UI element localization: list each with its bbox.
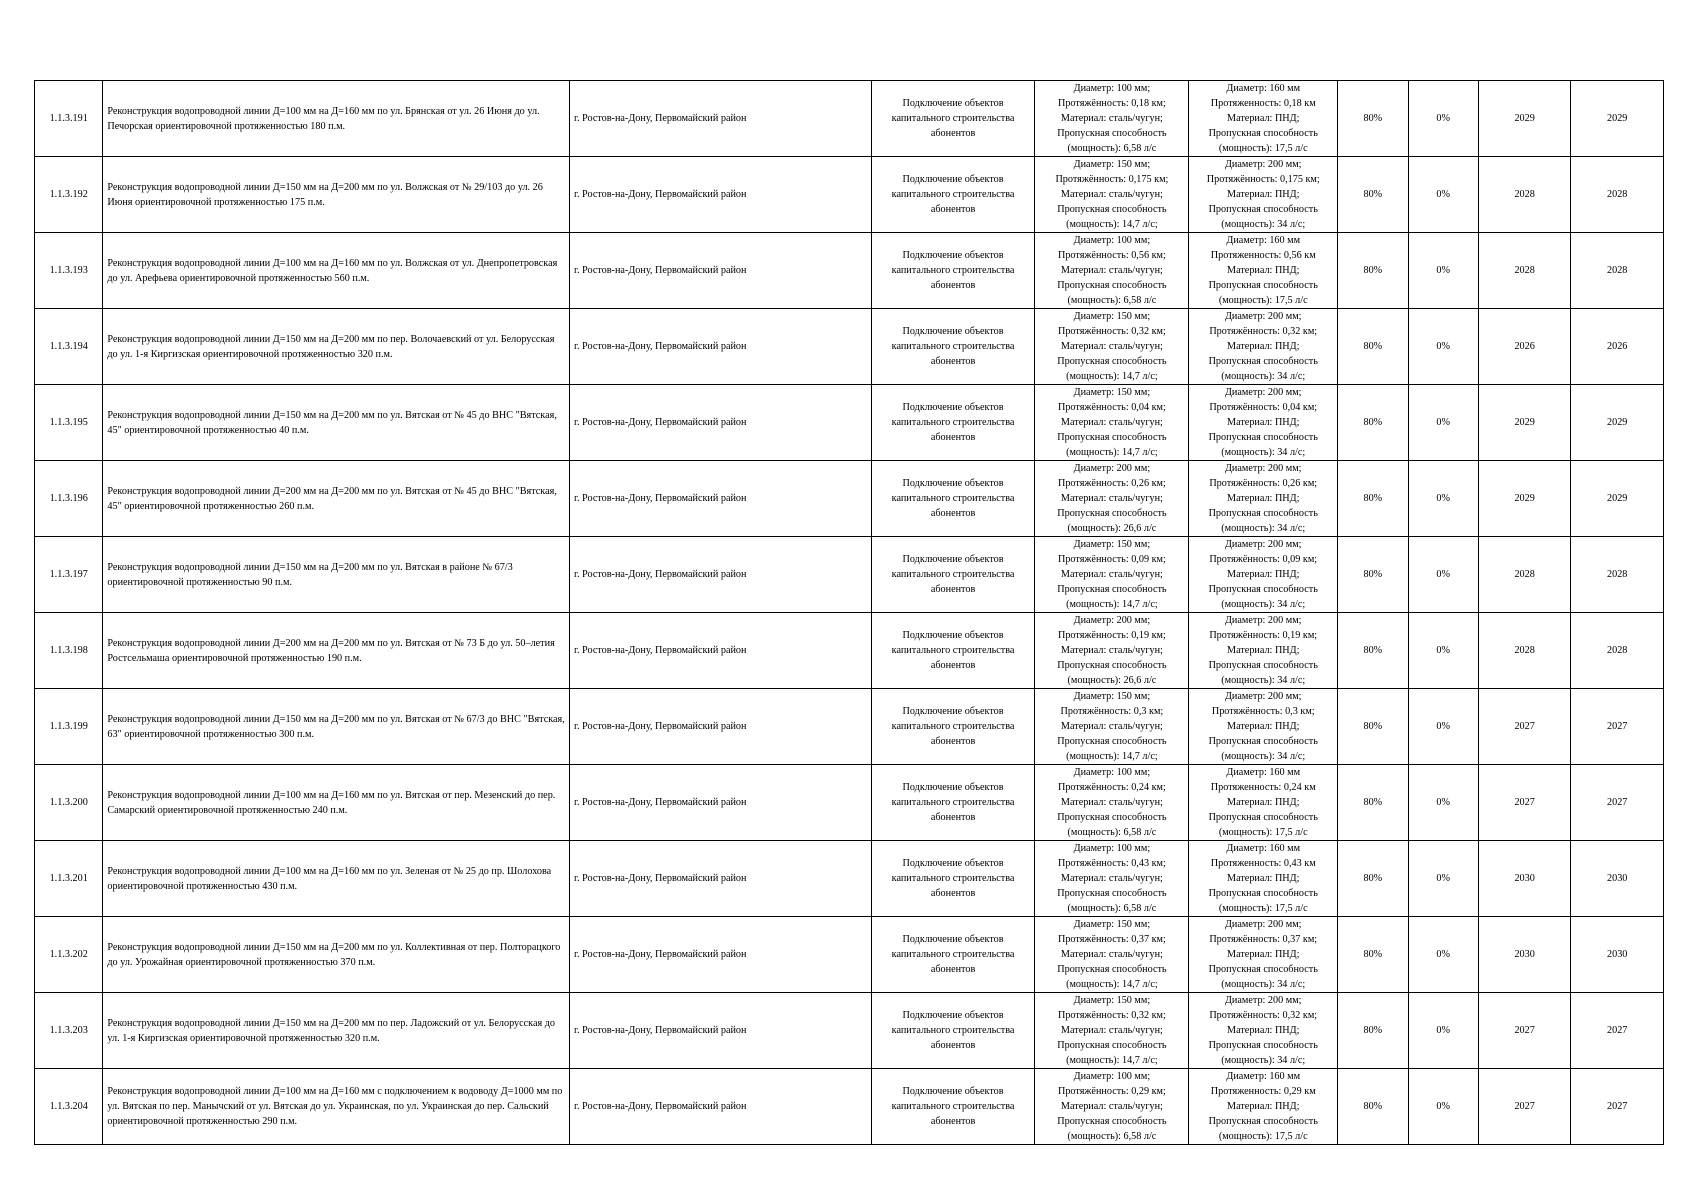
table-row bbox=[35, 537, 1664, 613]
loss-percent: 0% bbox=[1408, 81, 1478, 157]
params-before-line: Пропускная способность bbox=[1057, 812, 1167, 823]
project-name: Реконструкция водопроводной линии Д=150 мм на Д=200 мм по ул. Коллективная от пер. Полторацкого до ул. Урожайная ориентировочной протяженностью 370 п.м. bbox=[103, 917, 570, 993]
row-number: 1.1.3.198 bbox=[35, 613, 103, 689]
params-before-line: Материал: сталь/чугун; bbox=[1060, 1025, 1163, 1036]
params-before-line: (мощность): 6,58 л/с bbox=[1067, 827, 1157, 838]
wear-percent: 80% bbox=[1338, 689, 1408, 765]
params-before-line: (мощность): 6,58 л/с bbox=[1067, 1131, 1157, 1142]
wear-percent: 80% bbox=[1338, 537, 1408, 613]
params-before-line: (мощность): 14,7 л/с; bbox=[1066, 751, 1158, 762]
params-after-line: Протяженность: 0,43 км bbox=[1210, 858, 1316, 869]
project-purpose: Подключение объектов капитального строительства абонентов bbox=[871, 689, 1035, 765]
params-after-line: Диаметр: 200 мм; bbox=[1224, 539, 1302, 550]
params-after-line: (мощность): 34 л/с; bbox=[1221, 979, 1306, 990]
params-before-line: Пропускная способность bbox=[1057, 1116, 1167, 1127]
params-after-line: Пропускная способность bbox=[1208, 356, 1318, 367]
params-after-line: (мощность): 17,5 л/с bbox=[1218, 1131, 1308, 1142]
table-row bbox=[35, 1069, 1664, 1145]
params-after-line: Материал: ПНД; bbox=[1227, 265, 1300, 276]
params-after-line: Протяжённость: 0,175 км; bbox=[1206, 174, 1320, 185]
params-after-line: Пропускная способность bbox=[1208, 888, 1318, 899]
params-before-line: Диаметр: 150 мм; bbox=[1073, 159, 1151, 170]
wear-percent: 80% bbox=[1338, 461, 1408, 537]
project-location: г. Ростов-на-Дону, Первомайский район bbox=[569, 537, 871, 613]
params-after-line: Пропускная способность bbox=[1208, 812, 1318, 823]
params-before-line: Протяжённость: 0,09 км; bbox=[1057, 554, 1166, 565]
start-year: 2030 bbox=[1478, 917, 1571, 993]
end-year: 2028 bbox=[1571, 233, 1664, 309]
project-name: Реконструкция водопроводной линии Д=150 мм на Д=200 мм по пер. Волочаевский от ул. Белорусская до ул. 1-я Киргизская ориентировочной протяженностью 320 п.м. bbox=[103, 309, 570, 385]
row-number: 1.1.3.199 bbox=[35, 689, 103, 765]
params-after-line: Пропускная способность bbox=[1208, 584, 1318, 595]
params-before-line: Пропускная способность bbox=[1057, 888, 1167, 899]
params-before-line: Материал: сталь/чугун; bbox=[1060, 341, 1163, 352]
project-name: Реконструкция водопроводной линии Д=150 мм на Д=200 мм по ул. Вятская от № 45 до ВНС "Вятская, 45" ориентировочной протяженностью 40 п.м. bbox=[103, 385, 570, 461]
table-row bbox=[35, 81, 1664, 157]
params-after-line: Материал: ПНД; bbox=[1227, 113, 1300, 124]
params-before-line: Пропускная способность bbox=[1057, 1040, 1167, 1051]
loss-percent: 0% bbox=[1408, 765, 1478, 841]
loss-percent: 0% bbox=[1408, 537, 1478, 613]
params-before bbox=[1035, 81, 1189, 157]
start-year: 2029 bbox=[1478, 461, 1571, 537]
params-after-line: (мощность): 34 л/с; bbox=[1221, 751, 1306, 762]
params-after bbox=[1189, 537, 1338, 613]
start-year: 2027 bbox=[1478, 689, 1571, 765]
wear-percent: 80% bbox=[1338, 1069, 1408, 1145]
project-name: Реконструкция водопроводной линии Д=150 мм на Д=200 мм по пер. Ладожский от ул. Белорусская до ул. 1-я Киргизская ориентировочной протяженностью 320 п.м. bbox=[103, 993, 570, 1069]
project-purpose: Подключение объектов капитального строительства абонентов bbox=[871, 537, 1035, 613]
row-number: 1.1.3.192 bbox=[35, 157, 103, 233]
params-after-line: Пропускная способность bbox=[1208, 660, 1318, 671]
params-before-line: Диаметр: 100 мм; bbox=[1073, 767, 1151, 778]
row-number: 1.1.3.196 bbox=[35, 461, 103, 537]
table-row bbox=[35, 993, 1664, 1069]
project-purpose: Подключение объектов капитального строительства абонентов bbox=[871, 309, 1035, 385]
params-after-line: Диаметр: 200 мм; bbox=[1224, 311, 1302, 322]
params-after bbox=[1189, 689, 1338, 765]
project-location: г. Ростов-на-Дону, Первомайский район bbox=[569, 841, 871, 917]
wear-percent: 80% bbox=[1338, 81, 1408, 157]
row-number: 1.1.3.203 bbox=[35, 993, 103, 1069]
params-after-line: (мощность): 34 л/с; bbox=[1221, 675, 1306, 686]
end-year: 2027 bbox=[1571, 689, 1664, 765]
params-after-line: Диаметр: 160 мм bbox=[1226, 843, 1301, 854]
wear-percent: 80% bbox=[1338, 841, 1408, 917]
params-before bbox=[1035, 841, 1189, 917]
params-after-line: Пропускная способность bbox=[1208, 128, 1318, 139]
project-location: г. Ростов-на-Дону, Первомайский район bbox=[569, 233, 871, 309]
project-purpose: Подключение объектов капитального строительства абонентов bbox=[871, 917, 1035, 993]
params-after-line: Материал: ПНД; bbox=[1227, 1101, 1300, 1112]
params-after-line: Пропускная способность bbox=[1208, 280, 1318, 291]
wear-percent: 80% bbox=[1338, 613, 1408, 689]
params-after-line: (мощность): 17,5 л/с bbox=[1218, 143, 1308, 154]
params-before-line: Материал: сталь/чугун; bbox=[1060, 417, 1163, 428]
params-after bbox=[1189, 233, 1338, 309]
start-year: 2030 bbox=[1478, 841, 1571, 917]
params-after-line: (мощность): 34 л/с; bbox=[1221, 447, 1306, 458]
params-before-line: Пропускная способность bbox=[1057, 508, 1167, 519]
params-before bbox=[1035, 157, 1189, 233]
params-before-line: Материал: сталь/чугун; bbox=[1060, 265, 1163, 276]
params-before-line: Материал: сталь/чугун; bbox=[1060, 645, 1163, 656]
project-purpose: Подключение объектов капитального строительства абонентов bbox=[871, 81, 1035, 157]
params-after-line: (мощность): 34 л/с; bbox=[1221, 523, 1306, 534]
project-location: г. Ростов-на-Дону, Первомайский район bbox=[569, 917, 871, 993]
params-before-line: Пропускная способность bbox=[1057, 736, 1167, 747]
params-after-line: Протяжённость: 0,37 км; bbox=[1209, 934, 1318, 945]
loss-percent: 0% bbox=[1408, 993, 1478, 1069]
loss-percent: 0% bbox=[1408, 157, 1478, 233]
row-number: 1.1.3.197 bbox=[35, 537, 103, 613]
loss-percent: 0% bbox=[1408, 233, 1478, 309]
project-location: г. Ростов-на-Дону, Первомайский район bbox=[569, 461, 871, 537]
start-year: 2028 bbox=[1478, 233, 1571, 309]
params-before-line: Диаметр: 100 мм; bbox=[1073, 83, 1151, 94]
params-before-line: (мощность): 26,6 л/с bbox=[1067, 523, 1157, 534]
params-before-line: Пропускная способность bbox=[1057, 128, 1167, 139]
params-before-line: Протяжённость: 0,24 км; bbox=[1057, 782, 1166, 793]
params-after-line: Протяжённость: 0,09 км; bbox=[1209, 554, 1318, 565]
params-before bbox=[1035, 233, 1189, 309]
params-after-line: Диаметр: 200 мм; bbox=[1224, 691, 1302, 702]
table-row bbox=[35, 385, 1664, 461]
row-number: 1.1.3.195 bbox=[35, 385, 103, 461]
params-before-line: Диаметр: 100 мм; bbox=[1073, 235, 1151, 246]
table-row bbox=[35, 841, 1664, 917]
start-year: 2029 bbox=[1478, 81, 1571, 157]
project-purpose: Подключение объектов капитального строительства абонентов bbox=[871, 233, 1035, 309]
start-year: 2029 bbox=[1478, 385, 1571, 461]
params-after-line: Материал: ПНД; bbox=[1227, 797, 1300, 808]
params-before-line: (мощность): 14,7 л/с; bbox=[1066, 371, 1158, 382]
params-before bbox=[1035, 765, 1189, 841]
params-before-line: Протяжённость: 0,43 км; bbox=[1057, 858, 1166, 869]
params-after-line: Материал: ПНД; bbox=[1227, 341, 1300, 352]
params-after-line: Пропускная способность bbox=[1208, 1116, 1318, 1127]
end-year: 2028 bbox=[1571, 613, 1664, 689]
wear-percent: 80% bbox=[1338, 917, 1408, 993]
project-name: Реконструкция водопроводной линии Д=150 мм на Д=200 мм по ул. Вятская от № 67/3 до ВНС "Вятская, 63" ориентировочной протяженностью 300 п.м. bbox=[103, 689, 570, 765]
start-year: 2026 bbox=[1478, 309, 1571, 385]
params-before bbox=[1035, 537, 1189, 613]
params-before-line: (мощность): 14,7 л/с; bbox=[1066, 1055, 1158, 1066]
params-before-line: Протяжённость: 0,175 км; bbox=[1055, 174, 1169, 185]
params-after-line: (мощность): 17,5 л/с bbox=[1218, 295, 1308, 306]
project-location: г. Ростов-на-Дону, Первомайский район bbox=[569, 81, 871, 157]
loss-percent: 0% bbox=[1408, 613, 1478, 689]
project-name: Реконструкция водопроводной линии Д=150 мм на Д=200 мм по ул. Вятская в районе № 67/3 ориентировочной протяженностью 90 п.м. bbox=[103, 537, 570, 613]
project-location: г. Ростов-на-Дону, Первомайский район bbox=[569, 993, 871, 1069]
project-location: г. Ростов-на-Дону, Первомайский район bbox=[569, 309, 871, 385]
params-before-line: Диаметр: 150 мм; bbox=[1073, 539, 1151, 550]
project-location: г. Ростов-на-Дону, Первомайский район bbox=[569, 385, 871, 461]
table-row bbox=[35, 157, 1664, 233]
params-after-line: Материал: ПНД; bbox=[1227, 189, 1300, 200]
row-number: 1.1.3.204 bbox=[35, 1069, 103, 1145]
row-number: 1.1.3.200 bbox=[35, 765, 103, 841]
params-after bbox=[1189, 309, 1338, 385]
params-after-line: Материал: ПНД; bbox=[1227, 569, 1300, 580]
params-after-line: Протяжённость: 0,26 км; bbox=[1209, 478, 1318, 489]
project-name: Реконструкция водопроводной линии Д=100 мм на Д=160 мм по ул. Вятская от пер. Мезенский до пер. Самарский ориентировочной протяженностью 240 п.м. bbox=[103, 765, 570, 841]
params-before-line: Протяжённость: 0,19 км; bbox=[1057, 630, 1166, 641]
project-purpose: Подключение объектов капитального строительства абонентов bbox=[871, 613, 1035, 689]
params-before-line: Протяжённость: 0,29 км; bbox=[1057, 1086, 1166, 1097]
params-before-line: Материал: сталь/чугун; bbox=[1060, 493, 1163, 504]
params-after-line: Пропускная способность bbox=[1208, 432, 1318, 443]
params-before-line: (мощность): 6,58 л/с bbox=[1067, 903, 1157, 914]
wear-percent: 80% bbox=[1338, 157, 1408, 233]
params-after-line: Материал: ПНД; bbox=[1227, 417, 1300, 428]
params-before-line: Диаметр: 200 мм; bbox=[1073, 615, 1151, 626]
end-year: 2028 bbox=[1571, 157, 1664, 233]
params-after-line: Протяжённость: 0,3 км; bbox=[1211, 706, 1315, 717]
params-before bbox=[1035, 613, 1189, 689]
params-after bbox=[1189, 993, 1338, 1069]
investment-program-table bbox=[34, 80, 1664, 1145]
params-before-line: Диаметр: 100 мм; bbox=[1073, 1071, 1151, 1082]
project-name: Реконструкция водопроводной линии Д=150 мм на Д=200 мм по ул. Волжская от № 29/103 до ул. 26 Июня ориентировочной протяженностью 175 п.м. bbox=[103, 157, 570, 233]
params-before-line: Пропускная способность bbox=[1057, 356, 1167, 367]
project-name: Реконструкция водопроводной линии Д=200 мм на Д=200 мм по ул. Вятская от № 45 до ВНС "Вятская, 45" ориентировочной протяженностью 260 п.м. bbox=[103, 461, 570, 537]
params-before-line: Протяжённость: 0,37 км; bbox=[1057, 934, 1166, 945]
start-year: 2027 bbox=[1478, 765, 1571, 841]
row-number: 1.1.3.202 bbox=[35, 917, 103, 993]
params-before-line: (мощность): 6,58 л/с bbox=[1067, 143, 1157, 154]
project-name: Реконструкция водопроводной линии Д=100 мм на Д=160 мм по ул. Брянская от ул. 26 Июня до ул. Печорская ориентировочной протяженностью 180 п.м. bbox=[103, 81, 570, 157]
loss-percent: 0% bbox=[1408, 309, 1478, 385]
document-page bbox=[34, 80, 1664, 1145]
project-purpose: Подключение объектов капитального строительства абонентов bbox=[871, 765, 1035, 841]
end-year: 2026 bbox=[1571, 309, 1664, 385]
params-after bbox=[1189, 81, 1338, 157]
params-before-line: (мощность): 26,6 л/с bbox=[1067, 675, 1157, 686]
params-after-line: Материал: ПНД; bbox=[1227, 721, 1300, 732]
project-purpose: Подключение объектов капитального строительства абонентов bbox=[871, 461, 1035, 537]
params-after-line: Протяжённость: 0,32 км; bbox=[1209, 326, 1318, 337]
params-after-line: Пропускная способность bbox=[1208, 964, 1318, 975]
params-after-line: Диаметр: 160 мм bbox=[1226, 1071, 1301, 1082]
params-after-line: Диаметр: 200 мм; bbox=[1224, 995, 1302, 1006]
start-year: 2028 bbox=[1478, 537, 1571, 613]
params-after-line: Протяжённость: 0,32 км; bbox=[1209, 1010, 1318, 1021]
params-before-line: Протяжённость: 0,32 км; bbox=[1057, 1010, 1166, 1021]
params-before bbox=[1035, 461, 1189, 537]
params-after-line: (мощность): 17,5 л/с bbox=[1218, 827, 1308, 838]
params-after-line: Диаметр: 200 мм; bbox=[1224, 463, 1302, 474]
params-before-line: Протяжённость: 0,32 км; bbox=[1057, 326, 1166, 337]
row-number: 1.1.3.201 bbox=[35, 841, 103, 917]
params-after-line: (мощность): 34 л/с; bbox=[1221, 599, 1306, 610]
params-before-line: Материал: сталь/чугун; bbox=[1060, 721, 1163, 732]
end-year: 2027 bbox=[1571, 1069, 1664, 1145]
params-after bbox=[1189, 917, 1338, 993]
params-before-line: (мощность): 14,7 л/с; bbox=[1066, 447, 1158, 458]
params-before-line: Диаметр: 150 мм; bbox=[1073, 995, 1151, 1006]
params-before-line: (мощность): 14,7 л/с; bbox=[1066, 219, 1158, 230]
start-year: 2027 bbox=[1478, 1069, 1571, 1145]
params-after-line: Диаметр: 160 мм bbox=[1226, 83, 1301, 94]
wear-percent: 80% bbox=[1338, 765, 1408, 841]
params-before-line: Материал: сталь/чугун; bbox=[1060, 113, 1163, 124]
params-before-line: (мощность): 14,7 л/с; bbox=[1066, 599, 1158, 610]
project-name: Реконструкция водопроводной линии Д=100 мм на Д=160 мм по ул. Зеленая от № 25 до пр. Шолохова ориентировочной протяженностью 430 п.м. bbox=[103, 841, 570, 917]
params-after-line: Диаметр: 160 мм bbox=[1226, 235, 1301, 246]
params-after-line: Пропускная способность bbox=[1208, 204, 1318, 215]
params-after-line: Протяженность: 0,29 км bbox=[1210, 1086, 1316, 1097]
params-after bbox=[1189, 765, 1338, 841]
params-before-line: Диаметр: 100 мм; bbox=[1073, 843, 1151, 854]
params-before-line: (мощность): 14,7 л/с; bbox=[1066, 979, 1158, 990]
project-location: г. Ростов-на-Дону, Первомайский район bbox=[569, 689, 871, 765]
params-before bbox=[1035, 689, 1189, 765]
params-after-line: Диаметр: 200 мм; bbox=[1224, 159, 1302, 170]
params-before-line: Материал: сталь/чугун; bbox=[1060, 1101, 1163, 1112]
project-name: Реконструкция водопроводной линии Д=100 мм на Д=160 мм по ул. Волжская от ул. Днепропетровская до ул. Арефьева ориентировочной протяженностью 560 п.м. bbox=[103, 233, 570, 309]
row-number: 1.1.3.193 bbox=[35, 233, 103, 309]
params-after-line: Пропускная способность bbox=[1208, 508, 1318, 519]
project-purpose: Подключение объектов капитального строительства абонентов bbox=[871, 157, 1035, 233]
loss-percent: 0% bbox=[1408, 917, 1478, 993]
start-year: 2027 bbox=[1478, 993, 1571, 1069]
table-row bbox=[35, 613, 1664, 689]
loss-percent: 0% bbox=[1408, 1069, 1478, 1145]
params-before-line: Пропускная способность bbox=[1057, 584, 1167, 595]
params-before bbox=[1035, 1069, 1189, 1145]
params-before-line: Материал: сталь/чугун; bbox=[1060, 569, 1163, 580]
params-before-line: Пропускная способность bbox=[1057, 660, 1167, 671]
loss-percent: 0% bbox=[1408, 689, 1478, 765]
table-row bbox=[35, 765, 1664, 841]
params-before-line: Материал: сталь/чугун; bbox=[1060, 873, 1163, 884]
project-purpose: Подключение объектов капитального строительства абонентов bbox=[871, 385, 1035, 461]
params-after-line: Пропускная способность bbox=[1208, 1040, 1318, 1051]
params-after-line: Диаметр: 200 мм; bbox=[1224, 387, 1302, 398]
params-after bbox=[1189, 461, 1338, 537]
project-location: г. Ростов-на-Дону, Первомайский район bbox=[569, 157, 871, 233]
params-before-line: Материал: сталь/чугун; bbox=[1060, 797, 1163, 808]
params-after-line: Материал: ПНД; bbox=[1227, 949, 1300, 960]
table-row bbox=[35, 689, 1664, 765]
project-name: Реконструкция водопроводной линии Д=100 мм на Д=160 мм с подключением к водоводу Д=1000 мм по ул. Вятская по пер. Манычский от ул. Вятская до ул. Украинская, по ул. Украинская до пер. Сальский ориентировочной протяженностью 290 п.м. bbox=[103, 1069, 570, 1145]
params-after bbox=[1189, 613, 1338, 689]
params-before-line: Пропускная способность bbox=[1057, 204, 1167, 215]
params-after-line: (мощность): 34 л/с; bbox=[1221, 219, 1306, 230]
wear-percent: 80% bbox=[1338, 385, 1408, 461]
end-year: 2027 bbox=[1571, 765, 1664, 841]
params-after-line: (мощность): 34 л/с; bbox=[1221, 371, 1306, 382]
loss-percent: 0% bbox=[1408, 461, 1478, 537]
wear-percent: 80% bbox=[1338, 993, 1408, 1069]
params-after-line: Диаметр: 160 мм bbox=[1226, 767, 1301, 778]
start-year: 2028 bbox=[1478, 157, 1571, 233]
end-year: 2030 bbox=[1571, 917, 1664, 993]
params-after bbox=[1189, 1069, 1338, 1145]
params-after-line: Протяженность: 0,24 км bbox=[1210, 782, 1316, 793]
params-before-line: Пропускная способность bbox=[1057, 280, 1167, 291]
end-year: 2029 bbox=[1571, 461, 1664, 537]
project-location: г. Ростов-на-Дону, Первомайский район bbox=[569, 613, 871, 689]
loss-percent: 0% bbox=[1408, 385, 1478, 461]
project-purpose: Подключение объектов капитального строительства абонентов bbox=[871, 993, 1035, 1069]
params-after-line: Материал: ПНД; bbox=[1227, 493, 1300, 504]
params-before-line: Диаметр: 150 мм; bbox=[1073, 311, 1151, 322]
table-row bbox=[35, 233, 1664, 309]
end-year: 2030 bbox=[1571, 841, 1664, 917]
params-before bbox=[1035, 993, 1189, 1069]
params-before-line: Диаметр: 150 мм; bbox=[1073, 691, 1151, 702]
params-after-line: Материал: ПНД; bbox=[1227, 1025, 1300, 1036]
params-after bbox=[1189, 157, 1338, 233]
table-row bbox=[35, 917, 1664, 993]
params-before-line: Протяжённость: 0,04 км; bbox=[1057, 402, 1166, 413]
params-after-line: (мощность): 17,5 л/с bbox=[1218, 903, 1308, 914]
params-before-line: Протяжённость: 0,26 км; bbox=[1057, 478, 1166, 489]
end-year: 2029 bbox=[1571, 81, 1664, 157]
table-row bbox=[35, 461, 1664, 537]
params-before bbox=[1035, 309, 1189, 385]
params-after-line: Протяженность: 0,18 км bbox=[1210, 98, 1316, 109]
end-year: 2027 bbox=[1571, 993, 1664, 1069]
params-after-line: Протяжённость: 0,04 км; bbox=[1209, 402, 1318, 413]
params-before-line: Диаметр: 200 мм; bbox=[1073, 463, 1151, 474]
wear-percent: 80% bbox=[1338, 233, 1408, 309]
project-name: Реконструкция водопроводной линии Д=200 мм на Д=200 мм по ул. Вятская от № 73 Б до ул. 50–летия Ростсельмаша ориентировочной протяженностью 190 п.м. bbox=[103, 613, 570, 689]
wear-percent: 80% bbox=[1338, 309, 1408, 385]
params-before-line: Протяжённость: 0,18 км; bbox=[1057, 98, 1166, 109]
table-row bbox=[35, 309, 1664, 385]
loss-percent: 0% bbox=[1408, 841, 1478, 917]
params-after-line: Диаметр: 200 мм; bbox=[1224, 919, 1302, 930]
params-after-line: Материал: ПНД; bbox=[1227, 645, 1300, 656]
params-after-line: Пропускная способность bbox=[1208, 736, 1318, 747]
end-year: 2028 bbox=[1571, 537, 1664, 613]
params-before bbox=[1035, 385, 1189, 461]
params-before-line: Диаметр: 150 мм; bbox=[1073, 387, 1151, 398]
params-before-line: (мощность): 6,58 л/с bbox=[1067, 295, 1157, 306]
project-purpose: Подключение объектов капитального строительства абонентов bbox=[871, 841, 1035, 917]
project-location: г. Ростов-на-Дону, Первомайский район bbox=[569, 765, 871, 841]
params-after-line: Протяженность: 0,56 км bbox=[1210, 250, 1316, 261]
params-after-line: (мощность): 34 л/с; bbox=[1221, 1055, 1306, 1066]
params-before-line: Материал: сталь/чугун; bbox=[1060, 189, 1163, 200]
params-before-line: Материал: сталь/чугун; bbox=[1060, 949, 1163, 960]
params-before-line: Диаметр: 150 мм; bbox=[1073, 919, 1151, 930]
params-after bbox=[1189, 385, 1338, 461]
end-year: 2029 bbox=[1571, 385, 1664, 461]
row-number: 1.1.3.191 bbox=[35, 81, 103, 157]
table-body bbox=[35, 81, 1664, 1145]
params-before-line: Протяжённость: 0,3 км; bbox=[1060, 706, 1164, 717]
params-before-line: Пропускная способность bbox=[1057, 964, 1167, 975]
params-before bbox=[1035, 917, 1189, 993]
params-after-line: Диаметр: 200 мм; bbox=[1224, 615, 1302, 626]
params-before-line: Пропускная способность bbox=[1057, 432, 1167, 443]
params-after bbox=[1189, 841, 1338, 917]
params-before-line: Протяжённость: 0,56 км; bbox=[1057, 250, 1166, 261]
params-after-line: Материал: ПНД; bbox=[1227, 873, 1300, 884]
project-purpose: Подключение объектов капитального строительства абонентов bbox=[871, 1069, 1035, 1145]
row-number: 1.1.3.194 bbox=[35, 309, 103, 385]
params-after-line: Протяжённость: 0,19 км; bbox=[1209, 630, 1318, 641]
start-year: 2028 bbox=[1478, 613, 1571, 689]
project-location: г. Ростов-на-Дону, Первомайский район bbox=[569, 1069, 871, 1145]
